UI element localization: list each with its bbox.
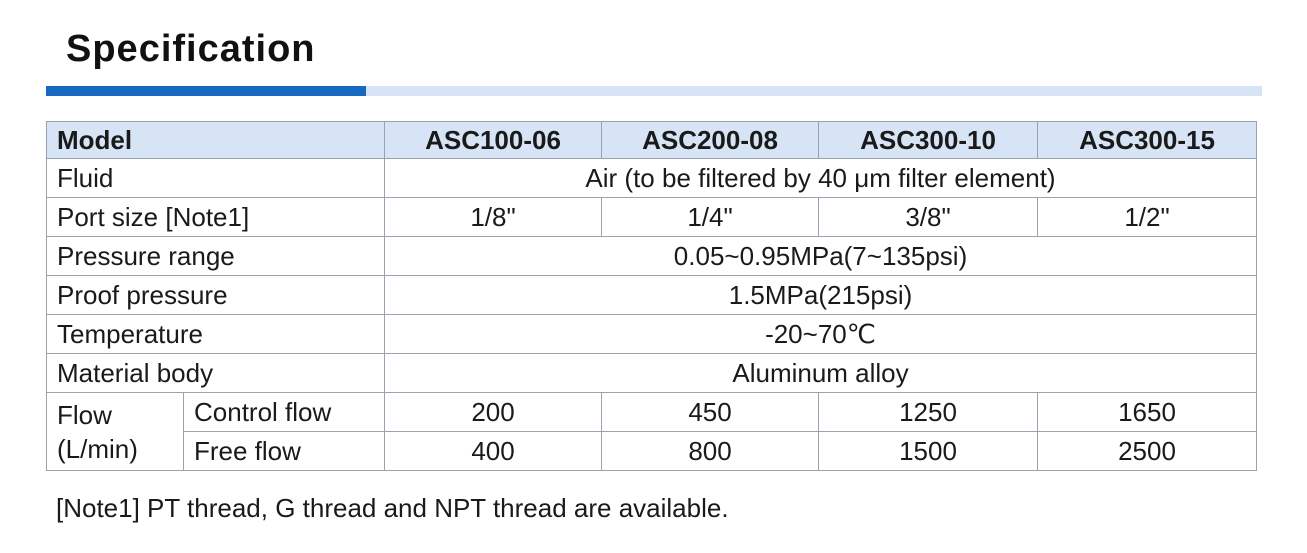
row-label-flow [47, 393, 184, 471]
control-flow-value-4: 1650 [1038, 393, 1257, 432]
port-size-value-4: 1/2" [1038, 198, 1257, 237]
control-flow-value-3: 1250 [819, 393, 1038, 432]
row-label-material-body: Material body [47, 354, 385, 393]
port-size-value-2: 1/4" [602, 198, 819, 237]
row-value-pressure-range: 0.05~0.95MPa(7~135psi) [385, 237, 1257, 276]
table-row-port-size [47, 198, 1257, 237]
row-label-control-flow: Control flow [184, 393, 385, 432]
specification-table [46, 121, 1257, 471]
row-label-proof-pressure: Proof pressure [47, 276, 385, 315]
table-row-proof-pressure [47, 276, 1257, 315]
footnote: [Note1] PT thread, G thread and NPT thread are available. [56, 493, 729, 523]
table-row-fluid [47, 159, 1257, 198]
table-row-material-body [47, 354, 1257, 393]
header-model-1: ASC100-06 [385, 122, 602, 159]
row-value-temperature: -20~70℃ [385, 315, 1257, 354]
header-model-3: ASC300-10 [819, 122, 1038, 159]
title-underline-track [366, 86, 1262, 96]
row-label-fluid: Fluid [47, 159, 385, 198]
table-row-control-flow [47, 393, 1257, 432]
port-size-value-3: 3/8" [819, 198, 1038, 237]
free-flow-value-4: 2500 [1038, 432, 1257, 471]
flow-label-line1: Flow [57, 399, 112, 430]
header-model-4: ASC300-15 [1038, 122, 1257, 159]
row-label-port-size: Port size [Note1] [47, 198, 385, 237]
title-underline-accent [46, 86, 366, 96]
flow-label-line2: (L/min) [57, 433, 138, 464]
row-label-pressure-range: Pressure range [47, 237, 385, 276]
free-flow-value-1: 400 [385, 432, 602, 471]
row-value-proof-pressure: 1.5MPa(215psi) [385, 276, 1257, 315]
table-row-pressure-range [47, 237, 1257, 276]
row-label-free-flow: Free flow [184, 432, 385, 471]
free-flow-value-3: 1500 [819, 432, 1038, 471]
table-row-temperature [47, 315, 1257, 354]
page-title: Specification [66, 28, 316, 70]
row-value-material-body: Aluminum alloy [385, 354, 1257, 393]
row-label-temperature: Temperature [47, 315, 385, 354]
title-underline [46, 86, 1262, 96]
header-model-label: Model [47, 122, 385, 159]
header-model-2: ASC200-08 [602, 122, 819, 159]
row-value-fluid: Air (to be filtered by 40 μm filter element) [385, 159, 1257, 198]
port-size-value-1: 1/8" [385, 198, 602, 237]
table-row-free-flow [47, 432, 1257, 471]
free-flow-value-2: 800 [602, 432, 819, 471]
table-header-row [47, 122, 1257, 159]
control-flow-value-1: 200 [385, 393, 602, 432]
control-flow-value-2: 450 [602, 393, 819, 432]
